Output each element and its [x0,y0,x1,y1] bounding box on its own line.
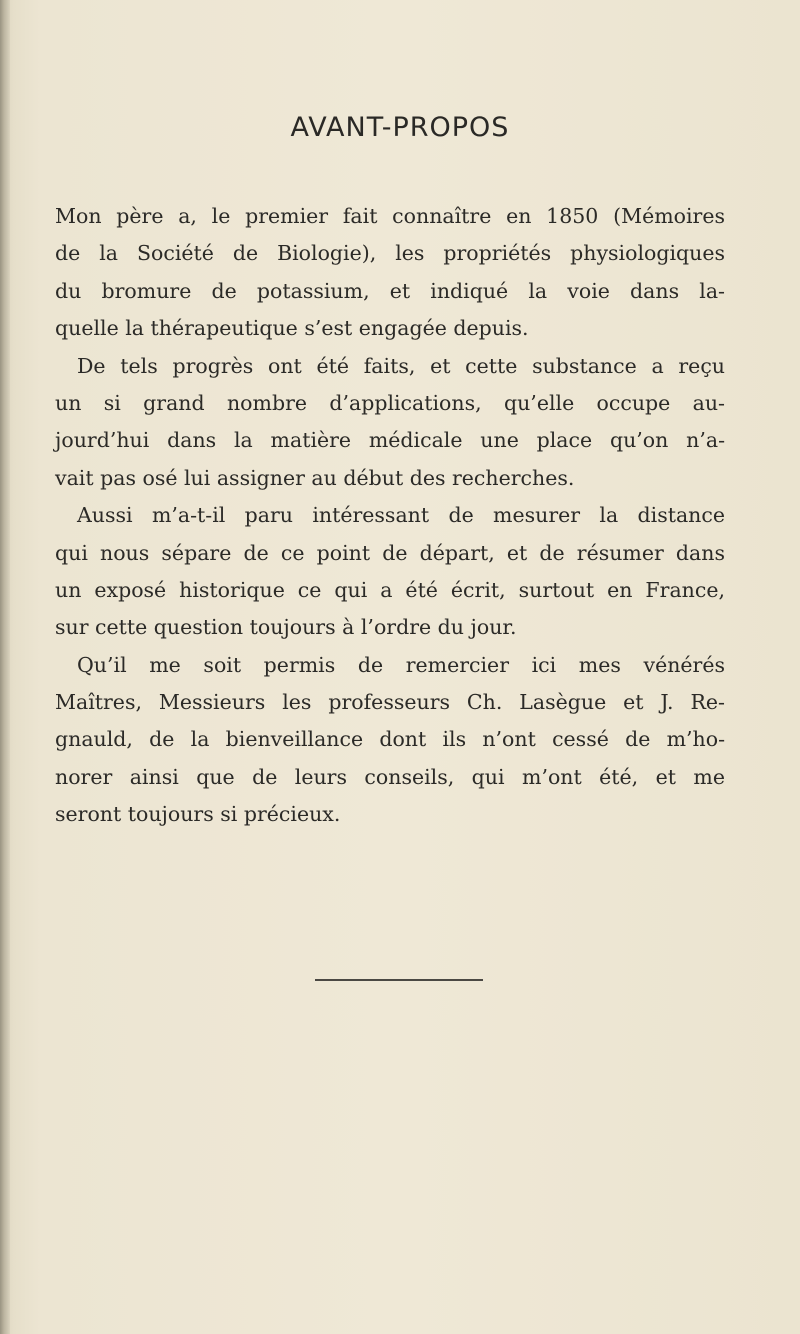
text-line: quelle la thérapeutique s’est engagée depuis. [55,316,529,341]
text-line: un exposé historique ce qui a été écrit, surtout en France, [55,577,725,602]
binding-edge [0,0,10,1334]
text-line: Qu’il me soit permis de remercier ici mes vénérés [77,652,725,677]
body-text [55,198,725,834]
section-divider [315,979,483,981]
text-line: jourd’hui dans la matière médicale une place qu’on n’a- [55,428,725,453]
page-title: AVANT-PROPOS [290,112,510,143]
text-line: seront toujours si précieux. [55,802,341,827]
text-line: un si grand nombre d’applications, qu’elle occupe au- [55,390,725,415]
text-line: norer ainsi que de leurs conseils, qui m’ont été, et me [55,764,725,789]
text-line: vait pas osé lui assigner au début des recherches. [55,465,575,490]
text-line: Maîtres, Messieurs les professeurs Ch. Lasègue et J. Re- [55,690,725,715]
text-line: De tels progrès ont été faits, et cette substance a reçu [77,353,725,378]
text-line: gnauld, de la bienveillance dont ils n’ont cessé de m’ho- [55,727,725,752]
text-line: qui nous sépare de ce point de départ, et de résumer dans [55,540,725,565]
text-line: Aussi m’a-t-il paru intéressant de mesurer la distance [77,503,725,528]
text-line: sur cette question toujours à l’ordre du jour. [55,615,517,640]
text-line: de la Société de Biologie), les propriétés physiologiques [55,241,725,266]
text-line: Mon père a, le premier fait connaître en 1850 (Mémoires [55,204,725,228]
text-line: du bromure de potassium, et indiqué la voie dans la- [55,278,725,303]
